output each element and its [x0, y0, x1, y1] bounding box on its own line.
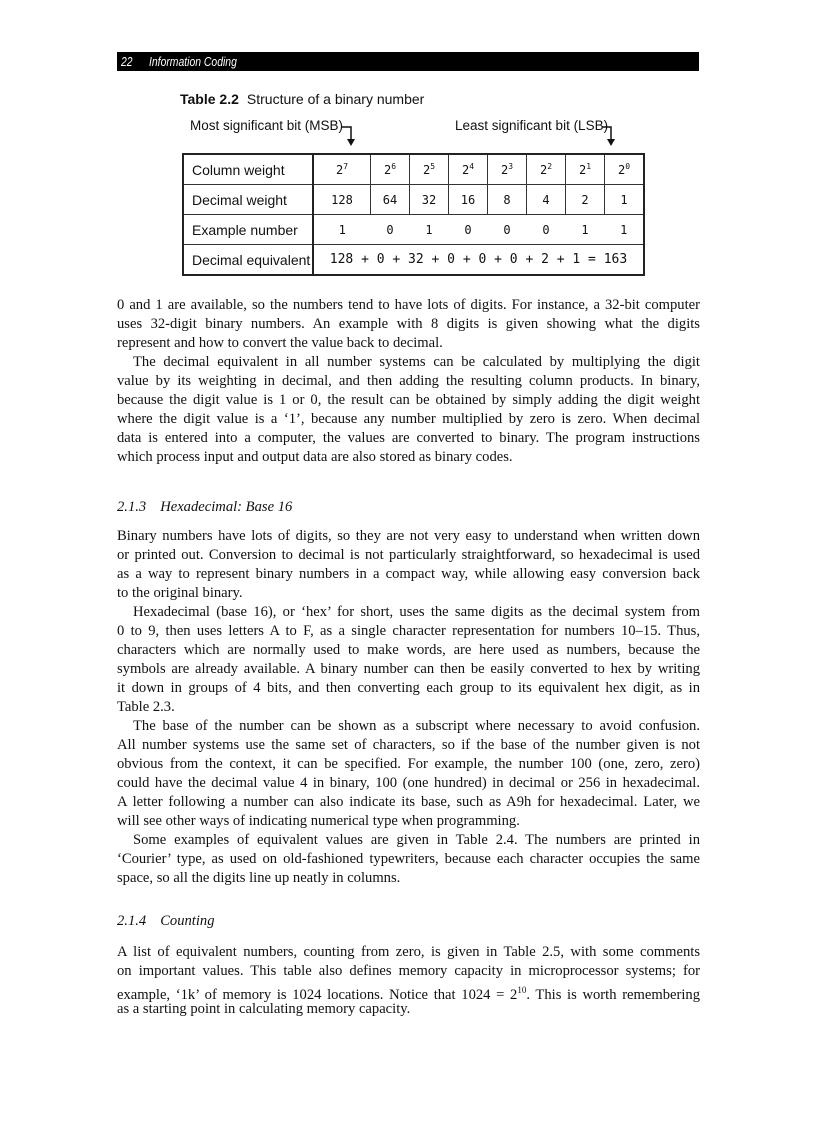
value-cell: 1 — [566, 215, 605, 245]
value-cell: 1 — [410, 215, 449, 245]
text-fragment: 10 — [517, 985, 527, 995]
text-line: symbols are already available. A binary number can then be easily converted to hex by writing — [117, 661, 700, 677]
table-title: Structure of a binary number — [246, 91, 425, 107]
running-title: Information Coding — [149, 54, 237, 69]
text-line: which process input and output data are also stored as binary codes. — [117, 449, 513, 465]
exponent: 1 — [586, 162, 592, 171]
value-cell: 16 — [449, 185, 488, 215]
value-cell: 1 — [605, 185, 645, 215]
column-weight-cell — [449, 154, 488, 185]
exponent: 5 — [430, 162, 436, 171]
column-weight-cell — [566, 154, 605, 185]
binary-structure-table — [182, 153, 645, 276]
paragraph — [117, 603, 700, 717]
value-cell: 0 — [527, 215, 566, 245]
row-label: Decimal weight — [183, 185, 313, 215]
text-line: because the digit value is 1 or 0, the result can be obtained by simply adding the digit weight — [117, 392, 700, 408]
text-line: A list of equivalent numbers, counting from zero, is given in Table 2.5, with some comments — [117, 944, 700, 960]
value-cell: 64 — [371, 185, 410, 215]
value-cell: 2 — [566, 185, 605, 215]
column-weight-cell — [605, 154, 645, 185]
heading-title: Counting — [160, 913, 215, 929]
text-line: uses 32-digit binary numbers. An example with 8 digits is given showing what the digits — [117, 316, 700, 332]
value-cell: 1 — [313, 215, 371, 245]
lsb-label: Least significant bit (LSB) — [455, 118, 609, 133]
paragraph — [117, 527, 700, 603]
column-weight-cell — [488, 154, 527, 185]
text-line: ‘Courier’ type, as used on old-fashioned typewriters, because each character occupies the same — [117, 851, 700, 867]
exponent: 3 — [508, 162, 514, 171]
table-row — [183, 185, 644, 215]
text-line: data is entered into a computer, the values are converted to binary. The program instructions — [117, 430, 700, 446]
text-fragment: example, ‘1k’ of memory is 1024 locations. Notice that 1024 = 2 — [117, 986, 518, 1003]
table-row — [183, 215, 644, 245]
heading-title: Hexadecimal: Base 16 — [160, 499, 293, 515]
text-line: could have the decimal value 4 in binary, 100 (one hundred) in decimal or 256 in hexadecimal. — [117, 775, 700, 791]
text-line: where the digit value is a ‘1’, because any number multiplied by zero is zero. When decimal — [117, 411, 700, 427]
text-line: characters which are normally used to make words, are here used as numbers, because the — [117, 642, 700, 658]
text-line: Table 2.3. — [117, 699, 175, 715]
section-heading — [117, 499, 292, 516]
base: 2 — [500, 163, 509, 177]
value-cell: 8 — [488, 185, 527, 215]
row-label: Decimal equivalent — [183, 245, 313, 276]
base: 2 — [461, 163, 470, 177]
text-line: obvious from the context, it can be specified. For example, the number 100 (one, zero, zero) — [117, 756, 700, 772]
section-heading — [117, 913, 215, 930]
value-cell: 128 — [313, 185, 371, 215]
paragraph — [117, 296, 700, 353]
value-cell: 1 — [605, 215, 645, 245]
text-line: All number systems use the same set of characters, so if the base of the number given is not — [117, 737, 700, 753]
text-line: The base of the number can be shown as a subscript where necessary to avoid confusion. — [133, 718, 700, 734]
paragraph — [117, 943, 700, 1019]
heading-number: 2.1.4 — [117, 913, 147, 929]
lsb-arrow-icon — [602, 124, 616, 146]
column-weight-cell — [313, 154, 371, 185]
value-cell: 32 — [410, 185, 449, 215]
text-line: as a way to represent binary numbers in a compact way, while allowing easy conversion back — [117, 566, 700, 582]
table-number: Table 2.2 — [180, 91, 239, 107]
text-line: 0 to 9, then uses letters A to F, as a single character representation for numbers 10–15. Thus, — [117, 623, 700, 639]
text-line: A letter following a number can also indicate its base, such as A9h for hexadecimal. Later, we — [117, 794, 700, 810]
row-label: Example number — [183, 215, 313, 245]
paragraph — [117, 831, 700, 888]
base: 2 — [335, 163, 344, 177]
exponent: 6 — [391, 162, 397, 171]
column-weight-cell — [410, 154, 449, 185]
value-cell: 4 — [527, 185, 566, 215]
table-row — [183, 245, 644, 276]
column-weight-cell — [527, 154, 566, 185]
base: 2 — [617, 163, 626, 177]
base: 2 — [383, 163, 392, 177]
table-row — [183, 154, 644, 185]
text-line: to the original binary. — [117, 585, 243, 601]
exponent: 0 — [625, 162, 631, 171]
page-number: 22 — [121, 54, 133, 69]
text-line: will see other ways of indicating numerical type when programming. — [117, 813, 520, 829]
paragraph — [117, 717, 700, 831]
table-caption — [180, 91, 424, 107]
text-line: 0 and 1 are available, so the numbers tend to have lots of digits. For instance, a 32-bit computer — [117, 297, 700, 313]
base: 2 — [422, 163, 431, 177]
text-line: or printed out. Conversion to decimal is not particularly straightforward, so hexadecimal is used — [117, 547, 700, 563]
text-fragment: . This is worth remembering — [526, 986, 700, 1003]
value-cell: 0 — [488, 215, 527, 245]
decimal-equivalent-cell: 128 + 0 + 32 + 0 + 0 + 0 + 2 + 1 = 163 — [313, 245, 644, 276]
exponent: 7 — [343, 162, 349, 171]
text-line: represent and how to convert the value back to decimal. — [117, 335, 443, 351]
text-line: Hexadecimal (base 16), or ‘hex’ for short, uses the same digits as the decimal system from — [133, 604, 700, 620]
text-line: as a starting point in calculating memory capacity. — [117, 1001, 411, 1017]
heading-number: 2.1.3 — [117, 499, 147, 515]
exponent: 2 — [547, 162, 553, 171]
value-cell: 0 — [371, 215, 410, 245]
text-line — [117, 981, 700, 1003]
text-line: Some examples of equivalent values are given in Table 2.4. The numbers are printed in — [133, 832, 700, 848]
paragraph — [117, 353, 700, 467]
column-weight-cell — [371, 154, 410, 185]
msb-label: Most significant bit (MSB) — [190, 118, 344, 133]
msb-arrow-icon — [342, 124, 356, 146]
text-line: value by its weighting in decimal, and then adding the resulting column products. In binary, — [117, 373, 700, 389]
running-header — [117, 52, 699, 71]
base: 2 — [578, 163, 587, 177]
text-line: Binary numbers have lots of digits, so they are not very easy to understand when written down — [117, 528, 700, 544]
text-line: The decimal equivalent in all number systems can be calculated by multiplying the digit — [133, 354, 700, 370]
value-cell: 0 — [449, 215, 488, 245]
base: 2 — [539, 163, 548, 177]
text-line: space, so all the digits line up neatly in columns. — [117, 870, 401, 886]
exponent: 4 — [469, 162, 475, 171]
text-line: on important values. This table also defines memory capacity in microprocessor systems; for — [117, 963, 700, 979]
text-line: it down in groups of 4 bits, and then converting each group to its equivalent hex digit, as in — [117, 680, 700, 696]
row-label: Column weight — [183, 154, 313, 185]
